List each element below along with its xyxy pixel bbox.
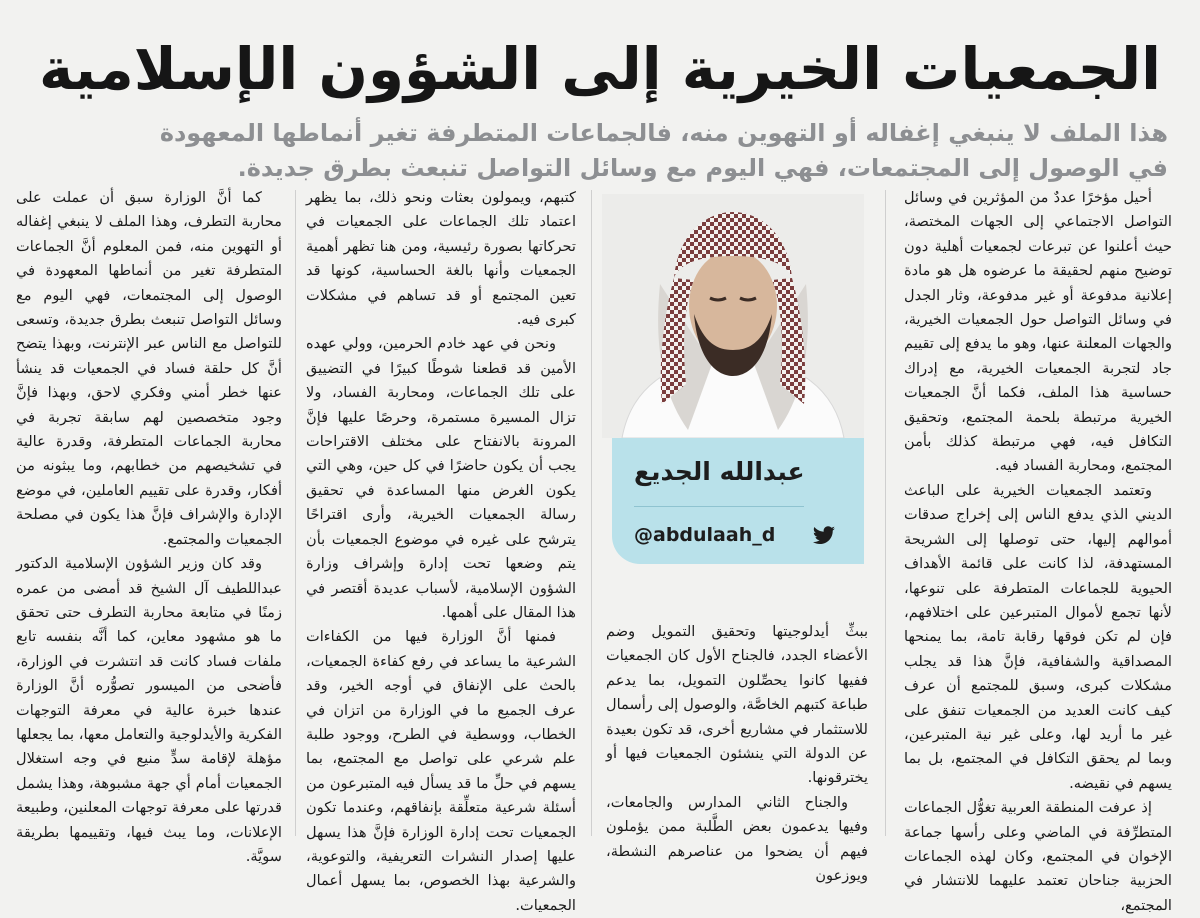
paragraph: كما أنَّ الوزارة سبق أن عملت على محاربة التطرف، وهذا الملف لا ينبغي إغفاله أو التهوين منه، فمن المعلوم أنَّ الجماعات المتطرفة تغير من أنماطها المعهودة في الوصول إلى المجتمعات، فهي اليوم مع وسائل التواصل تنبعث بطرق جديدة، وتسعى للتواصل مع الناس عبر الإنترنت، وبهذا يتضح أنَّ كل حلقة فساد في الجمعيات قد ينشأ عنها خطر أمني وفكري لاحق، وبهذا فإنَّ وجود متخصصين لهم سابقة تجربة في محاربة الجماعات المتطرفة، وقدرة عالية في تشخيصهم من خطابهم، وما يبثونه من أفكار، وقدرة على تقييم العاملين، في موضع الإدارة والإشراف فإنَّ هذا يكون في مصلحة الجمعيات والمجتمع. bbox=[16, 189, 282, 548]
paragraph: ببثِّ أيدلوجيتها وتحقيق التمويل وضم الأعضاء الجدد، فالجناح الأول كان الجمعيات ففيها كانوا يحصِّلون التمويل، بما يدعم طباعة كتبهم الخاصَّة، والوصول إلى رأسمال للاستثمار في مشاريع أخرى، قد تكون بعيدة عن الدولة التي ينشئون الجمعيات فيها أو يخترقونها. bbox=[606, 623, 868, 787]
paragraph: وقد كان وزير الشؤون الإسلامية الدكتور عبداللطيف آل الشيخ قد أمضى من عمره زمنًا في متابعة محاربة التطرف حتى تحقق ما هو مشهود معاين، كما أنَّه بنفسه تابع ملفات فساد كانت قد انتشرت في الوزارة، فأضحى من الميسور تصوُّره أنَّ الوزارة عندها خبرة عالية في معرفة التوجهات الفكرية والأيدلوجية والتعامل معها، بما يجعلها مؤهلة لإقامة سدٍّ منيع في وجه استغلال الجمعيات أمام أي جهة مشبوهة، وهذا يشمل قدرتها على معرفة توجهات المعلنين، وطبيعة الإعلانات، وما يبث فيها، وتقييمها بطريقة سويَّة. bbox=[16, 555, 282, 865]
author-name: عبدالله الجديع bbox=[634, 457, 805, 486]
paragraph: فمنها أنَّ الوزارة فيها من الكفاءات الشرعية ما يساعد في رفع كفاءة الجمعيات، بالحث على الإنفاق في أوجه الخير، وقد عرف الجميع ما في الوزارة من اتزان في الخطاب، ووسطية في الطرح، ووجود طلبة علم شرعي على تواصل مع المجتمع، بما يسهم في حلِّ ما قد يسأل فيه المتبرعون من أسئلة شرعية متعلِّقة بإنفاقهم، وعندما تكون الجمعيات تحت إدارة الوزارة فإنَّ هذا يسهل عليها إصدار النشرات التعريفية، والتوعوية، والشرعية بهذا الخصوص، بما يسهل أعمال الجمعيات. bbox=[306, 628, 576, 914]
author-photo bbox=[602, 194, 864, 438]
column-rule bbox=[591, 190, 592, 836]
paragraph: وتعتمد الجمعيات الخيرية على الباعث الديني الذي يدفع الناس إلى إخراج صدقات أموالهم إليها، حتى توصلها إلى الشريحة المستهدفة، لذا كانت على قائمة الأهداف الحيوية للجماعات المتطرفة على تنوعها، لأنها تجمع لأموال المتبرعين على اختلافهم، فإن لم تكن فوقها رقابة تامة، بما يمنحها المصداقية والشفافية، فإنَّ هذا قد يجلب مشكلات كبرى، وسبق للمجتمع أن عرف كيف كانت العديد من الجمعيات تنفق على غير ما أريد لها، وعلى غير نية المتبرعين، وبما لم يحقق التكافل في المجتمع، بل بما يسهم في نقيضه. bbox=[904, 481, 1172, 792]
article-column-2 bbox=[606, 620, 868, 885]
deck-line-1: هذا الملف لا ينبغي إغفاله أو التهوين منه، فالجماعات المتطرفة تغير أنماطها المعهودة bbox=[159, 119, 1168, 147]
author-card bbox=[612, 438, 864, 564]
article-column-1 bbox=[904, 186, 1172, 914]
article-column-3 bbox=[306, 186, 576, 914]
paragraph: أحيل مؤخرًا عددٌ من المؤثرين في وسائل التواصل الاجتماعي إلى الجهات المختصة، حيث أعلنوا عن تبرعات لجمعيات أهلية دون توضيح منهم لحقيقة ما عرضوه هل هو مادة إعلانية مدفوعة أو غير مدفوعة، وثار الجدل في وسائل التواصل حول الجمعيات الخيرية، والجهات المعلنة عنها، وهو ما يدفع إلى تقييم جاد لتجربة الجمعيات الخيرية، مع إدراك حساسية هذا الملف، فكما أنَّ الجمعيات الخيرية مرتبطة بلحمة المجتمع، وتحقيق التكافل فيه، فهي مرتبطة كذلك بأمن المجتمع، ومحاربة الفساد فيه. bbox=[904, 189, 1172, 475]
article-column-4 bbox=[16, 186, 282, 865]
paragraph: كتبهم، ويمولون بعثات ونحو ذلك، بما يظهر اعتماد تلك الجماعات على الجمعيات في تحركاتها بصورة رئيسية، ومن هنا تظهر أهمية الجمعيات وأنها بالغة الحساسية، كونها قد تعين المجتمع أو قد تساهم في مشكلات كبرى فيه. bbox=[306, 189, 576, 329]
column-rule bbox=[295, 190, 296, 836]
card-divider bbox=[634, 506, 804, 507]
column-rule bbox=[885, 190, 886, 836]
twitter-icon bbox=[812, 526, 836, 550]
author-box bbox=[602, 194, 864, 604]
author-handle: @abdulaah_d bbox=[634, 524, 776, 546]
author-portrait-image bbox=[602, 194, 864, 438]
deck bbox=[22, 116, 1168, 186]
deck-line-2: في الوصول إلى المجتمعات، فهي اليوم مع وسائل التواصل تنبعث بطرق جديدة. bbox=[237, 154, 1168, 182]
paragraph: والجناح الثاني المدارس والجامعات، وفيها يدعمون بعض الطَّلبة ممن يؤملون فيهم أن يضحوا من عناصرهم النشطة، ويوزعون bbox=[606, 793, 868, 885]
paragraph: إذ عرفت المنطقة العربية تغوُّل الجماعات المتطرِّفة في الماضي وعلى رأسها جماعة الإخوان في المجتمع، وكان لهذه الجماعات الحزبية جناحان تعتمد عليهما للانتشار في المجتمع، bbox=[904, 799, 1172, 914]
paragraph: ونحن في عهد خادم الحرمين، وولي عهده الأمين قد قطعنا شوطًا كبيرًا في التضييق على تلك الجماعات، ومحاربة الفساد، ولا تزال المسيرة مستمرة، وحرصًا عليها فإنَّ المرونة بالانفتاح على مختلف الاقتراحات يجب أن يكون حاضرًا في كل حين، وهي التي يكون الغرض منها المساعدة في تحقيق رسالة الجمعيات الخيرية، وأرى اقتراحًا يترشح على غيره في موضوع الجمعيات بأن يتم وضعها تحت إدارة وإشراف وزارة الشؤون الإسلامية، لأسباب عديدة أقتصر في هذا المقال على أهمها. bbox=[306, 335, 576, 621]
headline: الجمعيات الخيرية إلى الشؤون الإسلامية bbox=[39, 35, 1161, 103]
